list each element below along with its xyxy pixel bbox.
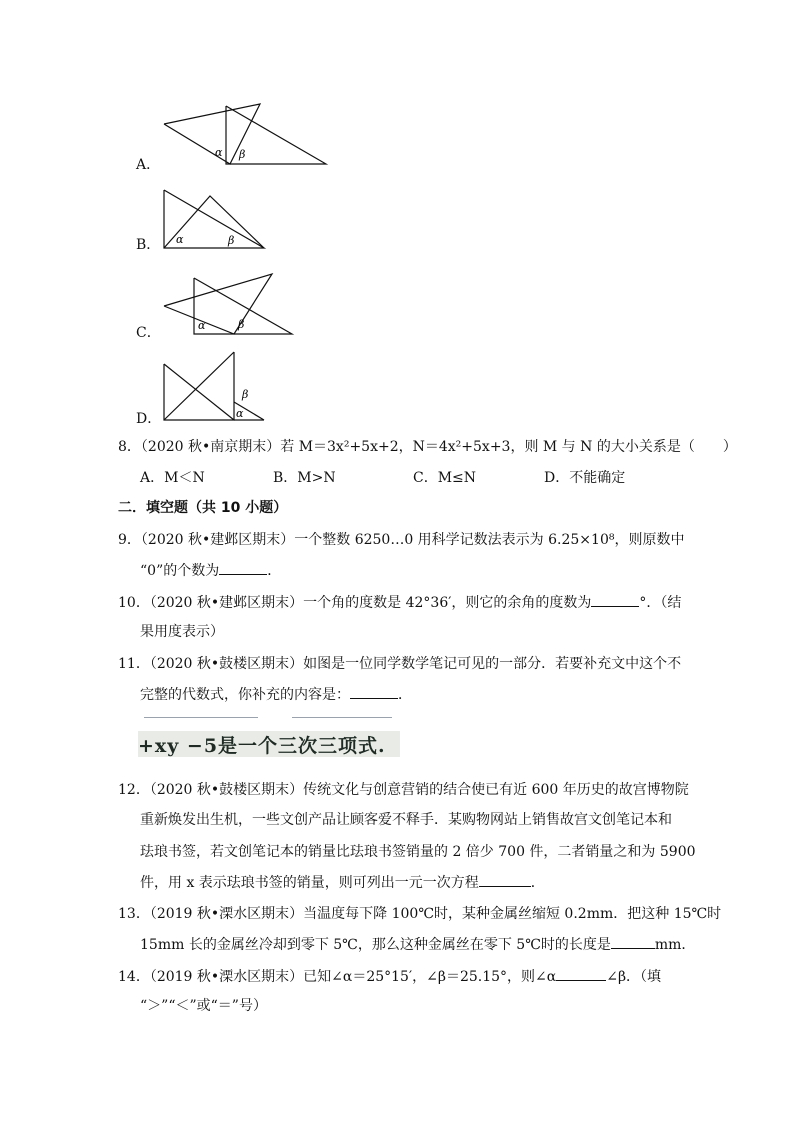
alpha-label: α [236,407,244,420]
question-11-line1: 11．（2020 秋•鼓楼区期末）如图是一位同学数学笔记可见的一部分．若要补充文中这个不 [118,656,682,672]
q8-option-d: D．不能确定 [544,470,626,486]
figure-a-diagram [160,100,330,170]
answer-blank[interactable] [350,684,398,699]
figure-b [136,186,336,252]
q8-option-a: A．M＜N [140,470,205,486]
question-12-line3: 珐琅书签，若文创笔记本的销量比珐琅书签销量的 2 倍少 700 件，二者销量之和为 5900 [140,844,696,860]
question-14-line2: “＞”“＜”或“＝”号） [140,998,267,1014]
question-12-line1: 12．（2020 秋•鼓楼区期末）传统文化与创意营销的结合使已有近 600 年历史的故宫博物院 [118,782,689,798]
question-12-line2: 重新焕发出生机，一些文创产品让顾客爱不释手．某购物网站上销售故宫文创笔记本和 [140,812,672,828]
note-underline-left [144,717,258,718]
question-13-line2: 15mm 长的金属丝冷却到零下 5℃，那么这种金属丝在零下 5℃时的长度是 mm． [140,934,695,955]
alpha-label: α [176,233,184,246]
question-10-line1: 10．（2020 秋•建邺区期末）一个角的度数是 42°36′，则它的余角的度数为 °．（结 [118,592,681,613]
q8-option-b: B．M>N [273,470,336,486]
answer-blank[interactable] [591,592,639,607]
figure-c [136,270,336,342]
option-d-label: D． [136,411,162,427]
answer-blank[interactable] [611,934,655,949]
answer-blank[interactable] [479,872,531,887]
beta-label: β [239,148,246,161]
note-underline-right [292,717,392,718]
figure-d-diagram [160,348,270,424]
figure-d [136,348,336,426]
beta-label: β [228,234,235,247]
answer-blank[interactable] [556,966,606,981]
alpha-label: α [215,146,223,159]
notebook-snippet-image [138,714,400,764]
alpha-label: α [198,319,206,332]
answer-blank[interactable] [219,560,267,575]
option-a-label: A． [136,157,161,173]
question-9-line2: “0”的个数为 ． [140,560,281,581]
figure-a [136,100,336,172]
option-b-label: B． [136,237,161,253]
question-14-line1: 14．（2019 秋•溧水区期末）已知∠α＝25°15′，∠β＝25.15°，则∠α ∠β．（填 [118,966,661,987]
question-10-line2: 果用度表示） [140,624,224,640]
beta-label: β [242,388,249,401]
question-9-line1: 9．（2020 秋•建邺区期末）一个整数 6250…0 用科学记数法表示为 6.25×10⁸，则原数中 [118,532,685,548]
q8-option-c: C．M≤N [413,470,477,486]
question-13-line1: 13．（2019 秋•溧水区期末）当温度每下降 100℃时，某种金属丝缩短 0.2mm．把这种 15℃时 [118,906,722,922]
note-text: +xy −5是一个三次三项式. [138,731,400,757]
option-c-label: C． [136,325,161,341]
question-12-line4: 件，用 x 表示珐琅书签的销量，则可列出一元一次方程 ． [140,872,545,893]
figure-b-diagram [160,186,270,252]
question-8-text: 8．（2020 秋•南京期末）若 M＝3x²+5x+2，N＝4x²+5x+3，则 M 与 N 的大小关系是（ ） [118,439,737,455]
beta-label: β [238,318,245,331]
question-11-line2: 完整的代数式，你补充的内容是： ． [140,684,412,705]
figure-c-diagram [160,270,296,340]
section-heading: 二．填空题（共 10 小题） [118,500,288,516]
